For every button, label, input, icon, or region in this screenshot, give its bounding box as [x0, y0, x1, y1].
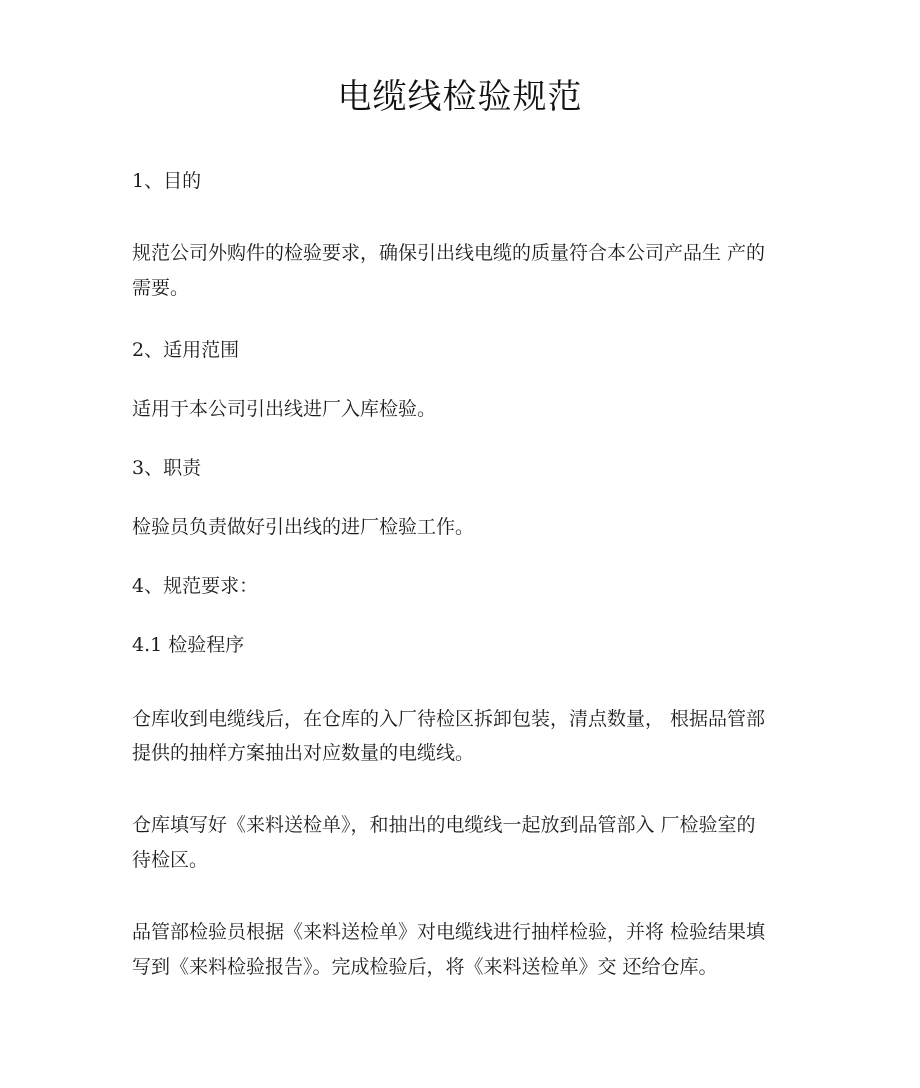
paragraph-line: 规范公司外购件的检验要求，确保引出线电缆的质量符合本公司产品生 产的	[132, 242, 766, 264]
document-title: 电缆线检验规范	[337, 77, 583, 117]
paragraph-line: 品管部检验员根据《来料送检单》对电缆线进行抽样检验，并将 检验结果填	[132, 921, 766, 943]
paragraph-line: 待检区。	[132, 849, 209, 871]
section-heading-purpose: 1、目的	[132, 170, 202, 192]
paragraph-line: 检验员负责做好引出线的进厂检验工作。	[132, 516, 475, 538]
paragraph-line: 需要。	[132, 277, 190, 299]
paragraph-line: 仓库收到电缆线后，在仓库的入厂待检区拆卸包装，清点数量， 根据品管部	[132, 708, 766, 730]
paragraph-line: 提供的抽样方案抽出对应数量的电缆线。	[132, 742, 475, 764]
subsection-heading-procedure: 4.1 检验程序	[132, 634, 245, 656]
section-heading-responsibility: 3、职责	[132, 457, 202, 479]
paragraph-line: 写到《来料检验报告》。完成检验后，将《来料送检单》交 还给仓库。	[132, 956, 718, 978]
section-heading-requirements: 4、规范要求：	[132, 575, 259, 597]
section-heading-scope: 2、适用范围	[132, 339, 240, 361]
paragraph-line: 仓库填写好《来料送检单》，和抽出的电缆线一起放到品管部入 厂检验室的	[132, 814, 756, 836]
paragraph-line: 适用于本公司引出线进厂入库检验。	[132, 398, 437, 420]
